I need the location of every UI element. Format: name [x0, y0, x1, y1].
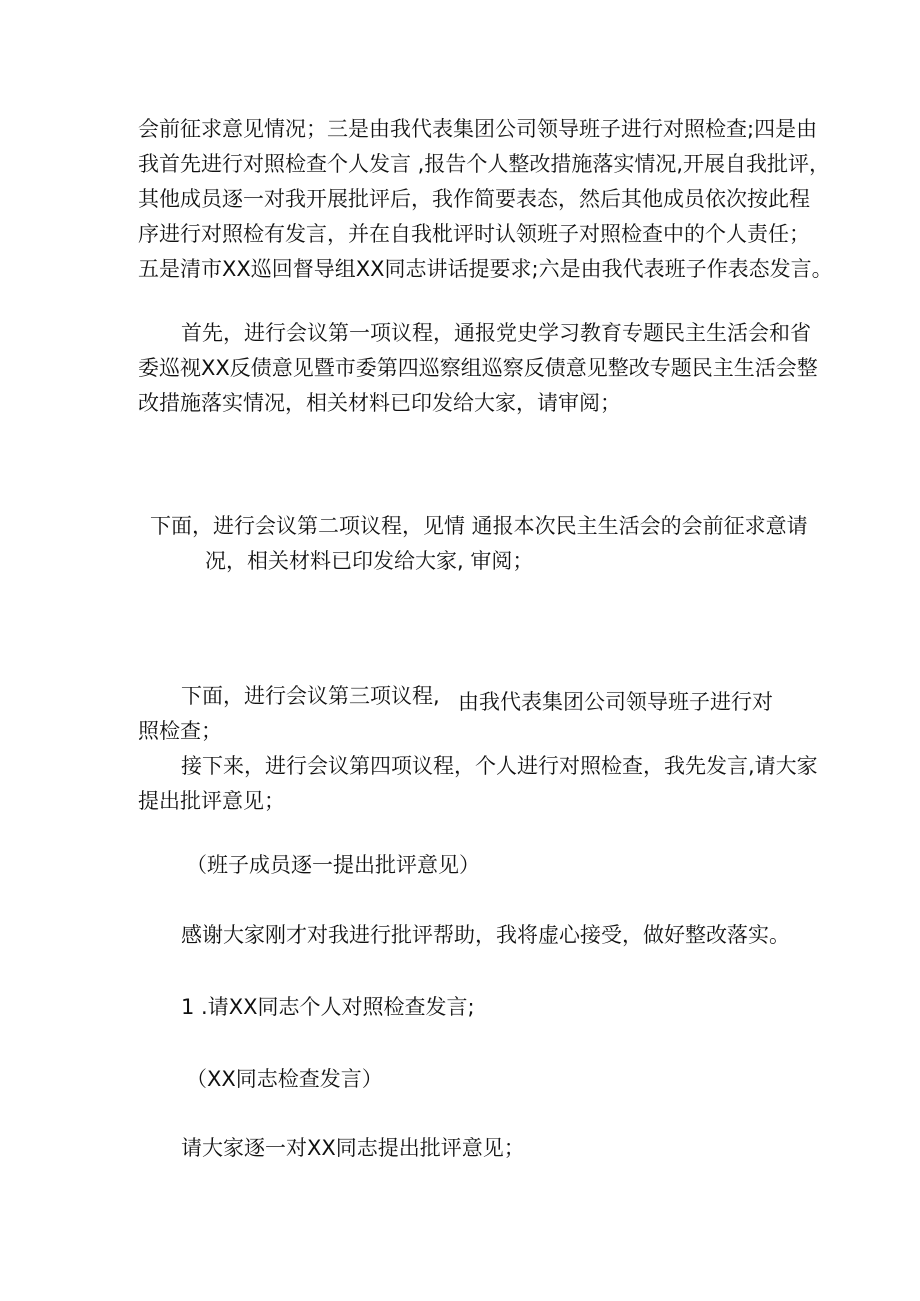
paragraph-1-line-5: 五是清市XX巡回督导组XX同志讲话提要求;六是由我代表班子作表态发言。: [138, 257, 833, 281]
note-inspection-speech: （XX同志检查发言）: [186, 1067, 383, 1091]
paragraph-2-line-2: 委巡视XX反债意见暨市委第四巡察组巡察反债意见整改专题民主生活会整: [138, 356, 818, 380]
paragraph-1-line-3: 其他成员逐一对我开展批评后，我作简要表态，然后其他成员依次按此程: [138, 187, 810, 211]
paragraph-3-line-1: 下面，进行会议第二项议程，见情 通报本次民主生活会的会前征求意请: [150, 514, 808, 538]
paragraph-1-line-4: 序进行对照检有发言，并在自我枇评时认领班子对照检查中的个人责任；: [138, 222, 810, 246]
paragraph-5-line-1: 接下来，进行会议第四项议程，个人进行对照检查，我先发言,请大家: [181, 754, 818, 778]
note-team-criticism: （班子成员逐一提出批评意见）: [186, 853, 480, 877]
paragraph-1-line-2: 我首先进行对照检查个人发言 ,报告个人整改措施落实情况,开展自我批评，: [138, 152, 831, 176]
criticism-request: 请大家逐一对XX同志提出批评意见；: [181, 1136, 525, 1160]
paragraph-2-line-3: 改措施落实情况，相关材料已印发给大家，请审阅；: [138, 391, 621, 415]
paragraph-4-line-2: 照检查；: [138, 719, 222, 743]
paragraph-2-line-1: 首先，进行会议第一项议程，通报党史学习教育专题民主生活会和省: [181, 321, 811, 345]
thanks-statement: 感谢大家刚才对我进行批评帮助，我将虚心接受，做好整改落实。: [181, 923, 790, 947]
paragraph-1-line-1: 会前征求意见情况；三是由我代表集团公司领导班子进行对照检查;四是由: [138, 117, 818, 141]
paragraph-4-part-2: 由我代表集团公司领导班子进行对: [458, 690, 773, 714]
agenda-item-1: 1 .请XX同志个人对照检查发言;: [181, 995, 475, 1019]
paragraph-4-part-1: 下面，进行会议第三项议程,: [181, 684, 440, 708]
paragraph-3-line-2: 况，相关材料已印发给大家, 审阅；: [205, 549, 534, 573]
paragraph-5-line-2: 提出批评意见；: [138, 789, 285, 813]
